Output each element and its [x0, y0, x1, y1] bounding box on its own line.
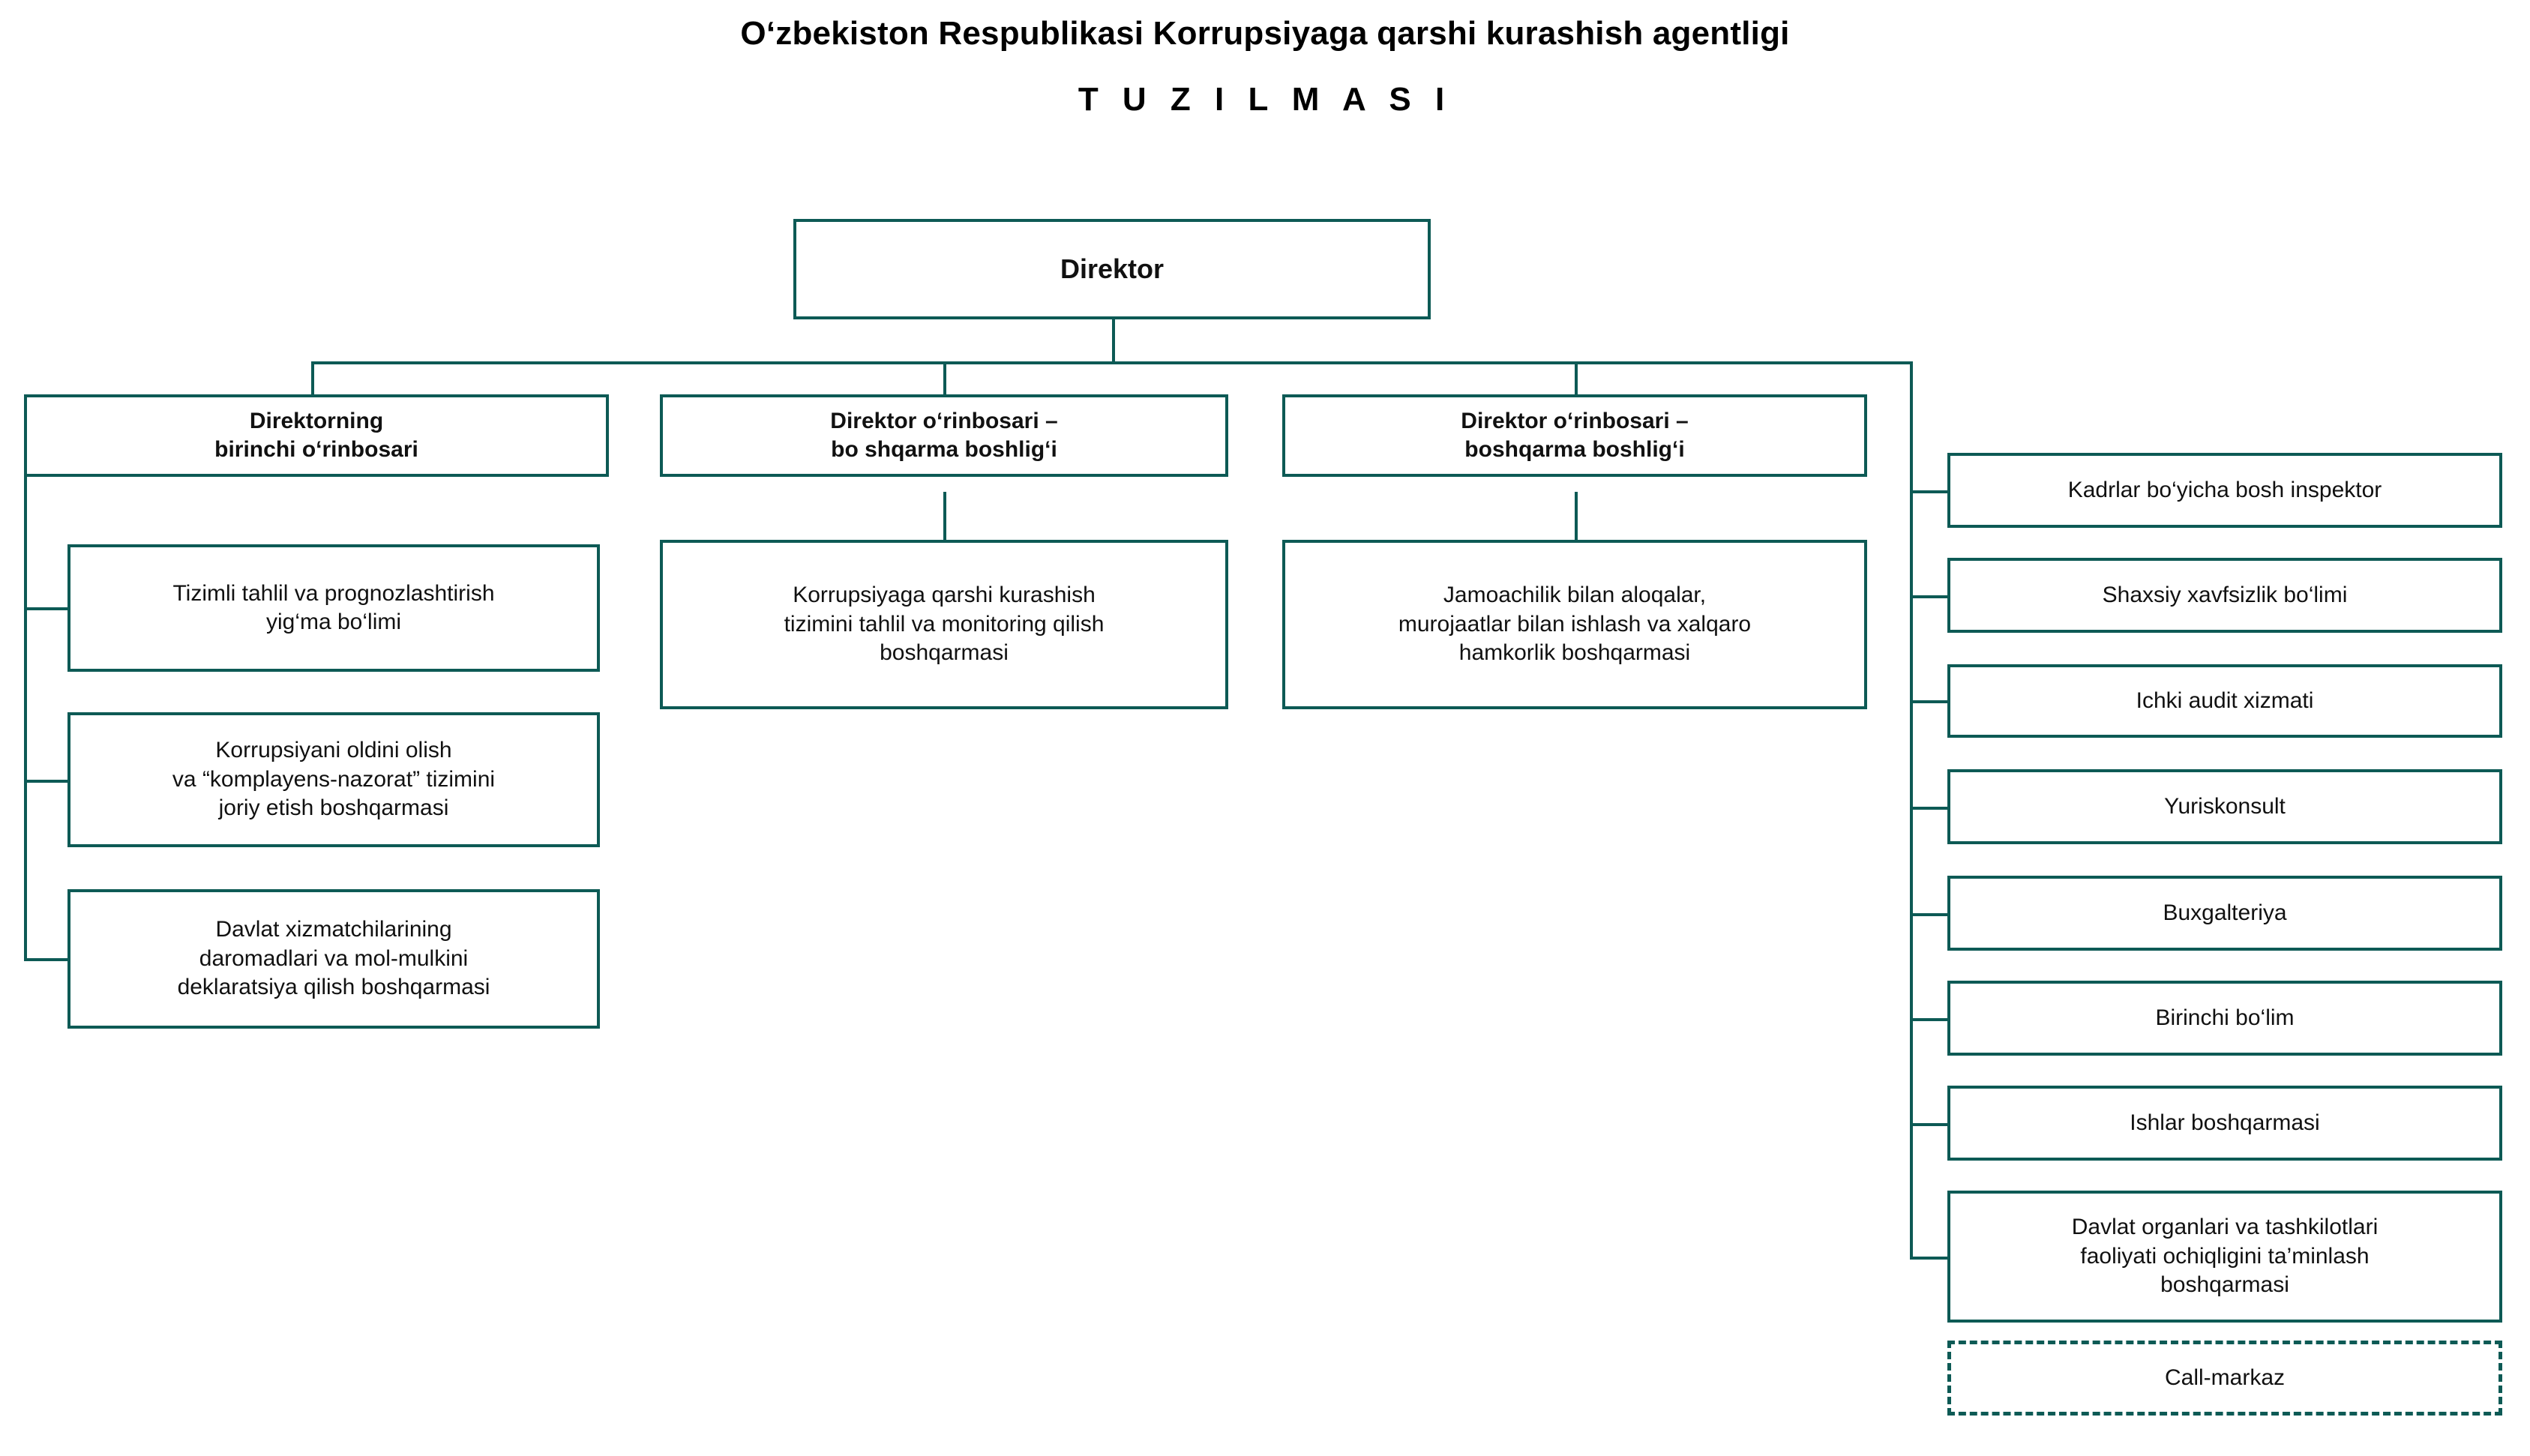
node-branch-head-2-label: Direktor o‘rinbosari – bo shqarma boshlig‘i — [830, 408, 1058, 462]
connector-right-tick-3 — [1910, 700, 1949, 703]
node-director-label: Direktor — [1060, 253, 1165, 284]
node-branch2-child-1-label: Korrupsiyaga qarshi kurashish tizimini tahlil va monitoring qilish boshqarmasi — [784, 583, 1105, 666]
node-right-4-label: Yuriskonsult — [2164, 793, 2286, 819]
node-branch1-child-3[interactable] — [67, 889, 600, 1029]
connector-drop-branch-1 — [311, 361, 314, 394]
node-branch1-child-2-label: Korrupsiyani oldini olish va “komplayens-nazorat” tizimini joriy etish boshqarmasi — [172, 738, 496, 821]
node-right-4[interactable] — [1947, 769, 2502, 844]
connector-branch3-stub — [1575, 492, 1578, 540]
node-right-9-label: Call-markaz — [2164, 1365, 2286, 1390]
node-right-3-label: Ichki audit xizmati — [2136, 688, 2314, 713]
node-branch1-child-1-label: Tizimli tahlil va prognozlashtirish yig‘ma bo‘limi — [172, 580, 495, 634]
connector-branch1-tick-2 — [24, 780, 67, 783]
node-right-6-label: Birinchi bo‘lim — [2155, 1005, 2295, 1030]
connector-right-tick-7 — [1910, 1123, 1949, 1126]
connector-right-tick-5 — [1910, 913, 1949, 916]
node-right-5-label: Buxgalteriya — [2163, 900, 2287, 925]
connector-right-tick-4 — [1910, 807, 1949, 810]
connector-right-tick-1 — [1910, 490, 1949, 493]
node-right-5[interactable] — [1947, 876, 2502, 951]
node-right-6[interactable] — [1947, 981, 2502, 1056]
node-right-7-label: Ishlar boshqarmasi — [2130, 1110, 2320, 1135]
node-right-9-call-center[interactable] — [1947, 1341, 2502, 1416]
connector-root-down — [1112, 319, 1115, 363]
connector-drop-branch-3 — [1575, 361, 1578, 394]
node-right-1[interactable] — [1947, 453, 2502, 528]
node-right-1-label: Kadrlar bo‘yicha bosh inspektor — [2067, 477, 2382, 502]
connector-main-bus — [311, 361, 1913, 364]
connector-right-tick-6 — [1910, 1018, 1949, 1021]
node-director[interactable] — [793, 219, 1431, 319]
connector-branch1-tick-3 — [24, 958, 67, 961]
node-right-2-label: Shaxsiy xavfsizlik bo‘limi — [2102, 582, 2348, 607]
node-branch-head-2[interactable] — [660, 394, 1228, 477]
connector-branch1-rail — [24, 454, 27, 960]
node-branch-head-1-label: Direktorning birinchi o‘rinbosari — [214, 408, 418, 462]
node-branch-head-3-label: Direktor o‘rinbosari – boshqarma boshlig‘i — [1461, 408, 1689, 462]
node-right-7[interactable] — [1947, 1086, 2502, 1161]
connector-drop-branch-2 — [943, 361, 946, 394]
node-right-8[interactable] — [1947, 1191, 2502, 1323]
node-branch2-child-1[interactable] — [660, 540, 1228, 709]
node-right-2[interactable] — [1947, 558, 2502, 633]
connector-branch1-tick-1 — [24, 607, 67, 610]
node-branch1-child-2[interactable] — [67, 712, 600, 847]
connector-right-tick-8 — [1910, 1257, 1949, 1260]
page-subtitle: T U Z I L M A S I — [1078, 81, 1452, 118]
connector-right-tick-2 — [1910, 595, 1949, 598]
node-branch3-child-1[interactable] — [1282, 540, 1867, 709]
node-right-3[interactable] — [1947, 664, 2502, 738]
node-branch-head-1[interactable] — [24, 394, 609, 477]
node-branch1-child-3-label: Davlat xizmatchilarining daromadlari va mol-mulkini deklaratsiya qilish boshqarmasi — [177, 917, 490, 1000]
node-branch3-child-1-label: Jamoachilik bilan aloqalar, murojaatlar bilan ishlash va xalqaro hamkorlik boshqarmasi — [1398, 583, 1752, 666]
page-title: O‘zbekiston Respublikasi Korrupsiyaga qarshi kurashish agentligi — [740, 15, 1790, 52]
node-branch-head-3[interactable] — [1282, 394, 1867, 477]
connector-branch2-stub — [943, 492, 946, 540]
node-branch1-child-1[interactable] — [67, 544, 600, 672]
node-right-8-label: Davlat organlari va tashkilotlari faoliyati ochiqligini ta’minlash boshqarmasi — [2071, 1215, 2379, 1298]
